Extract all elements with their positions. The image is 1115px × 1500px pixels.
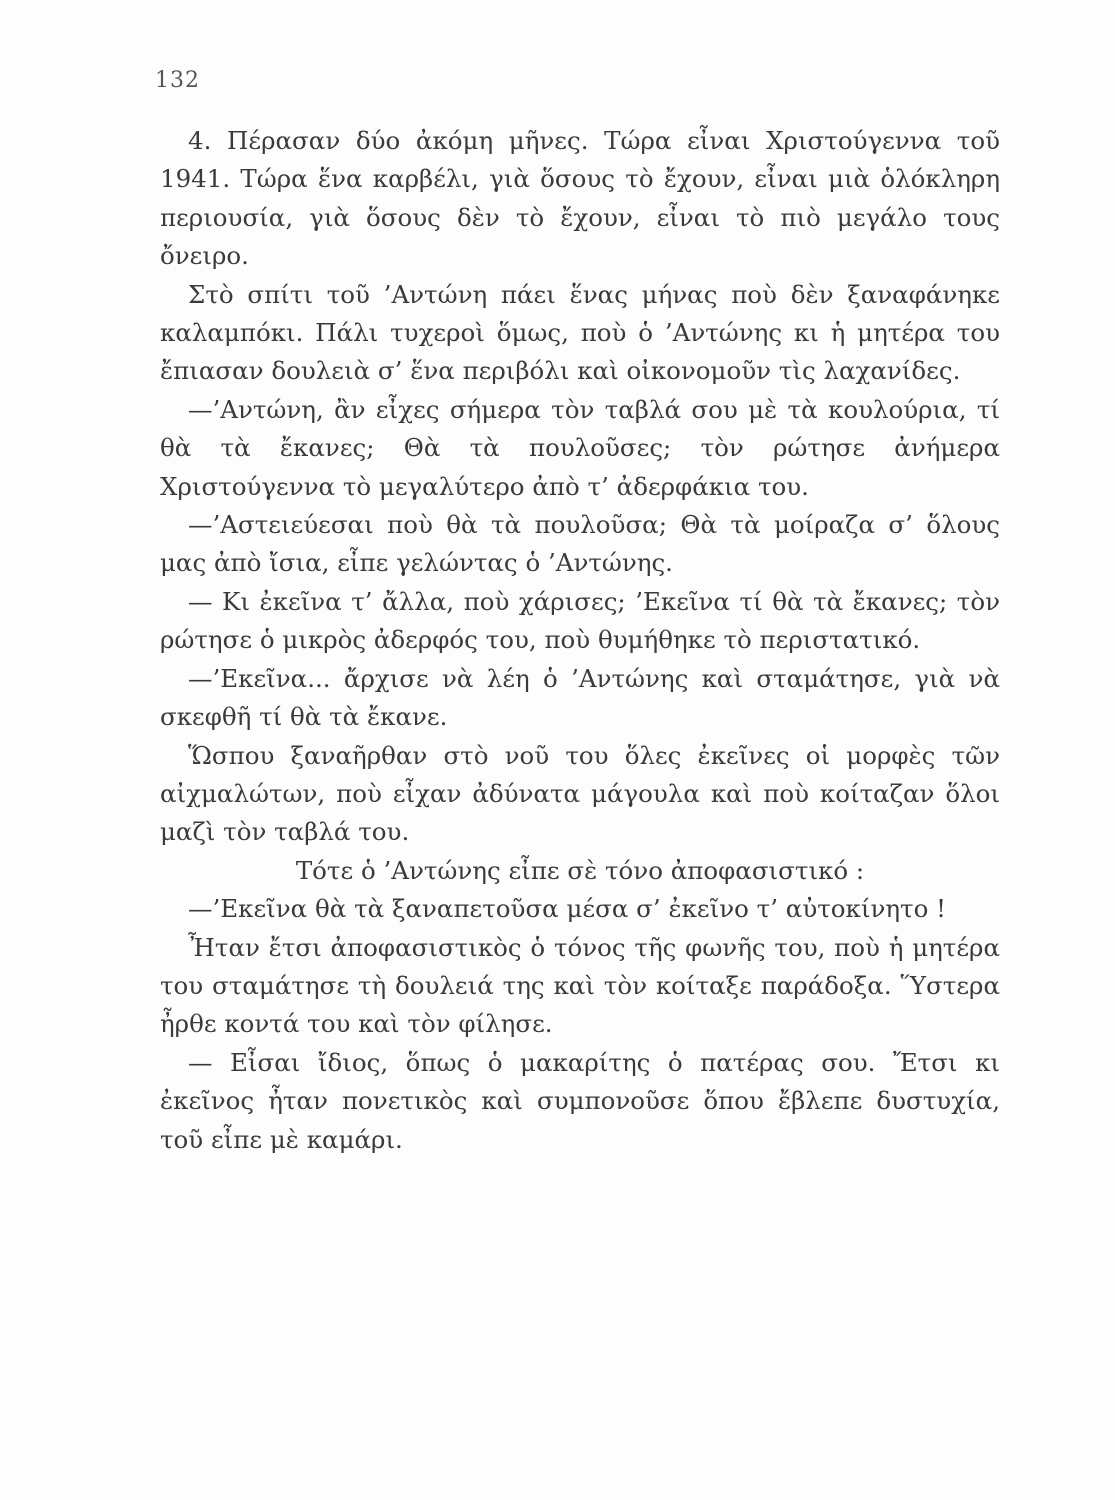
paragraph: Τότε ὁ ’Αντώνης εἶπε σὲ τόνο ἀποφασιστικό : [295, 855, 865, 885]
body-text [160, 122, 1000, 1159]
paragraph: Ὥσπου ξαναῆρθαν στὸ νοῦ του ὅλες ἐκεῖνες οἱ μορφὲς τῶν αἰχμαλώτων, ποὺ εἶχαν ἀδύνατα μάγουλα καὶ ποὺ κοίταζαν ὅλοι μαζὶ τὸν ταβλά του. [160, 740, 1000, 847]
paragraph: —’Αντώνη, ἂν εἶχες σήμερα τὸν ταβλά σου μὲ τὰ κουλούρια, τί θὰ τὰ ἔκανες; Θὰ τὰ πουλοῦσες; τὸν ρώτησε ἀνήμερα Χριστούγεννα τὸ μεγαλύτερο ἀπὸ τ’ ἀδερφάκια του. [160, 394, 1000, 501]
paragraph: — Εἶσαι ἴδιος, ὅπως ὁ μακαρίτης ὁ πατέρας σου. Ἔτσι κι ἐκεῖνος ἦταν πονετικὸς καὶ συμπονοῦσε ὅπου ἔβλεπε δυστυχία, τοῦ εἶπε μὲ καμάρι. [160, 1047, 1000, 1154]
paragraph: —’Εκεῖνα θὰ τὰ ξαναπετοῦσα μέσα σ’ ἐκεῖνο τ’ αὐτοκίνητο ! [188, 894, 946, 924]
paragraph: 4. Πέρασαν δύο ἀκόμη μῆνες. Τώρα εἶναι Χριστούγεννα τοῦ 1941. Τώρα ἕνα καρβέλι, γιὰ ὅσους τὸ ἔχουν, εἶναι μιὰ ὁλόκληρη περιουσία, γιὰ ὅσους δὲν τὸ ἔχουν, εἶναι τὸ πιὸ μεγάλο τους ὄνειρο. [160, 126, 1000, 271]
paragraph: —’Εκεῖνα... ἄρχισε νὰ λέη ὁ ’Αντώνης καὶ σταμάτησε, γιὰ νὰ σκεφθῆ τί θὰ τὰ ἔκανε. [160, 663, 1000, 732]
paragraph: — Κι ἐκεῖνα τ’ ἄλλα, ποὺ χάρισες; ’Εκεῖνα τί θὰ τὰ ἔκανες; τὸν ρώτησε ὁ μικρὸς ἀδερφός του, ποὺ θυμήθηκε τὸ περιστατικό. [160, 586, 1000, 655]
page-number: 132 [155, 68, 200, 93]
paragraph: Ἦταν ἔτσι ἀποφασιστικὸς ὁ τόνος τῆς φωνῆς του, ποὺ ἡ μητέρα του σταμάτησε τὴ δουλειά της καὶ τὸν κοίταξε παράδοξα. Ὕστερα ἦρθε κοντά του καὶ τὸν φίλησε. [160, 932, 1000, 1039]
paragraph: Στὸ σπίτι τοῦ ’Αντώνη πάει ἕνας μήνας ποὺ δὲν ξαναφάνηκε καλαμπόκι. Πάλι τυχεροὶ ὅμως, ποὺ ὁ ’Αντώνης κι ἡ μητέρα του ἔπιασαν δουλειὰ σ’ ἕνα περιβόλι καὶ οἰκονομοῦν τὶς λαχανίδες. [160, 279, 1000, 386]
paragraph: —’Αστειεύεσαι ποὺ θὰ τὰ πουλοῦσα; Θὰ τὰ μοίραζα σ’ ὅλους μας ἀπὸ ἴσια, εἶπε γελώντας ὁ ’Αντώνης. [160, 510, 1000, 578]
